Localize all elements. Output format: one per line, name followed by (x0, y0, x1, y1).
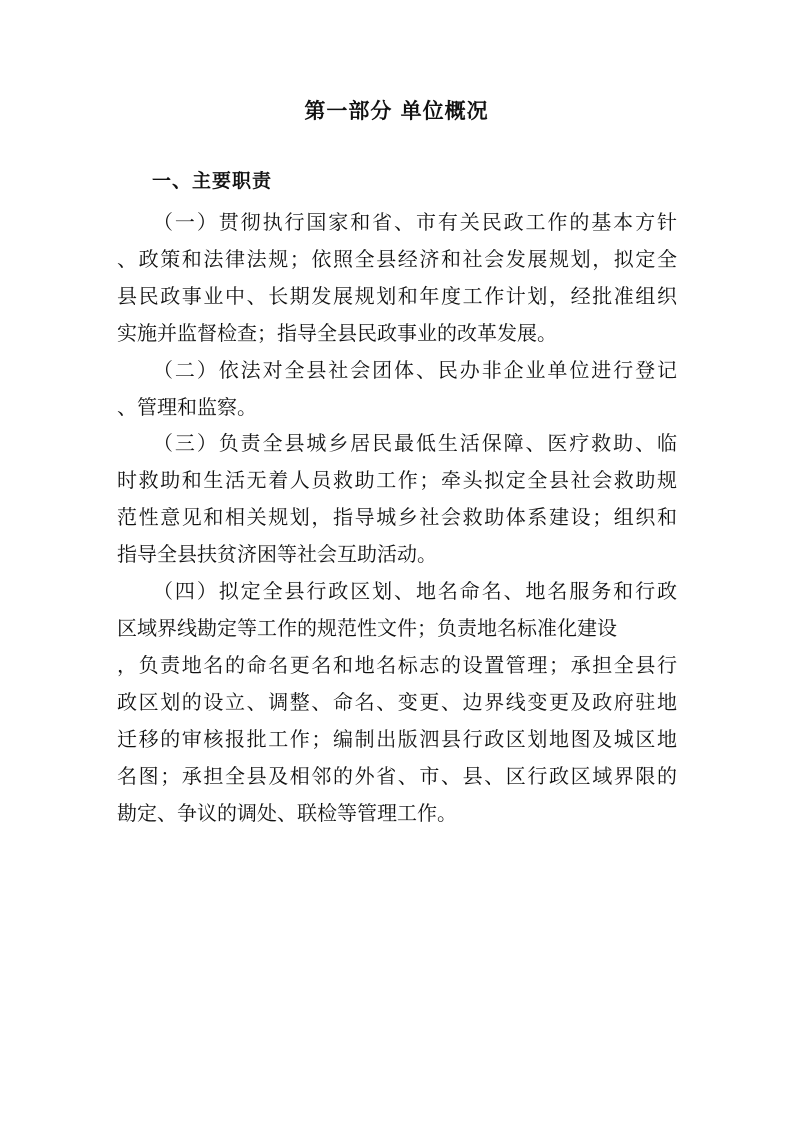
paragraph-3-line-3: 范性意见和相关规划，指导城乡社会救助体系建设；组织和 (117, 505, 677, 530)
paragraph-2-line-1: （二）依法对全县社会团体、民办非企业单位进行登记 (153, 357, 677, 382)
paragraph-1-line-3: 县民政事业中、长期发展规划和年度工作计划，经批准组织 (117, 283, 677, 308)
paragraph-4-line-2: 区域界线勘定等工作的规范性文件；负责地名标准化建设 (117, 615, 617, 640)
paragraph-4-line-6: 名图；承担全县及相邻的外省、市、县、区行政区域界限的 (117, 763, 677, 788)
paragraph-1-line-1: （一）贯彻执行国家和省、市有关民政工作的基本方针 (153, 210, 677, 234)
paragraph-4-line-3: ，负责地名的命名更名和地名标志的设置管理；承担全县行 (117, 652, 677, 677)
page-title: 第一部分 单位概况 (304, 99, 489, 123)
paragraph-3-line-4: 指导全县扶贫济困等社会互助活动。 (117, 542, 437, 567)
body-text (117, 204, 677, 831)
paragraph-3-line-2: 时救助和生活无着人员救助工作；牵头拟定全县社会救助规 (117, 468, 677, 493)
paragraph-4-line-1: （四）拟定全县行政区划、地名命名、地名服务和行政 (153, 579, 677, 604)
paragraph-2-line-2: 、管理和监察。 (117, 394, 257, 419)
paragraph-1-line-4: 实施并监督检查；指导全县民政事业的改革发展。 (117, 320, 557, 345)
paragraph-4-line-4: 政区划的设立、调整、命名、变更、边界线变更及政府驻地 (117, 689, 677, 714)
section-heading: 一、主要职责 (152, 170, 273, 192)
paragraph-3-line-1: （三）负责全县城乡居民最低生活保障、医疗救助、临 (153, 431, 677, 456)
paragraph-1-line-2: 、政策和法律法规；依照全县经济和社会发展规划，拟定全 (117, 246, 677, 271)
paragraph-4-line-7: 勘定、争议的调处、联检等管理工作。 (117, 800, 457, 825)
paragraph-4-line-5: 迁移的审核报批工作；编制出版泗县行政区划地图及城区地 (117, 726, 677, 751)
